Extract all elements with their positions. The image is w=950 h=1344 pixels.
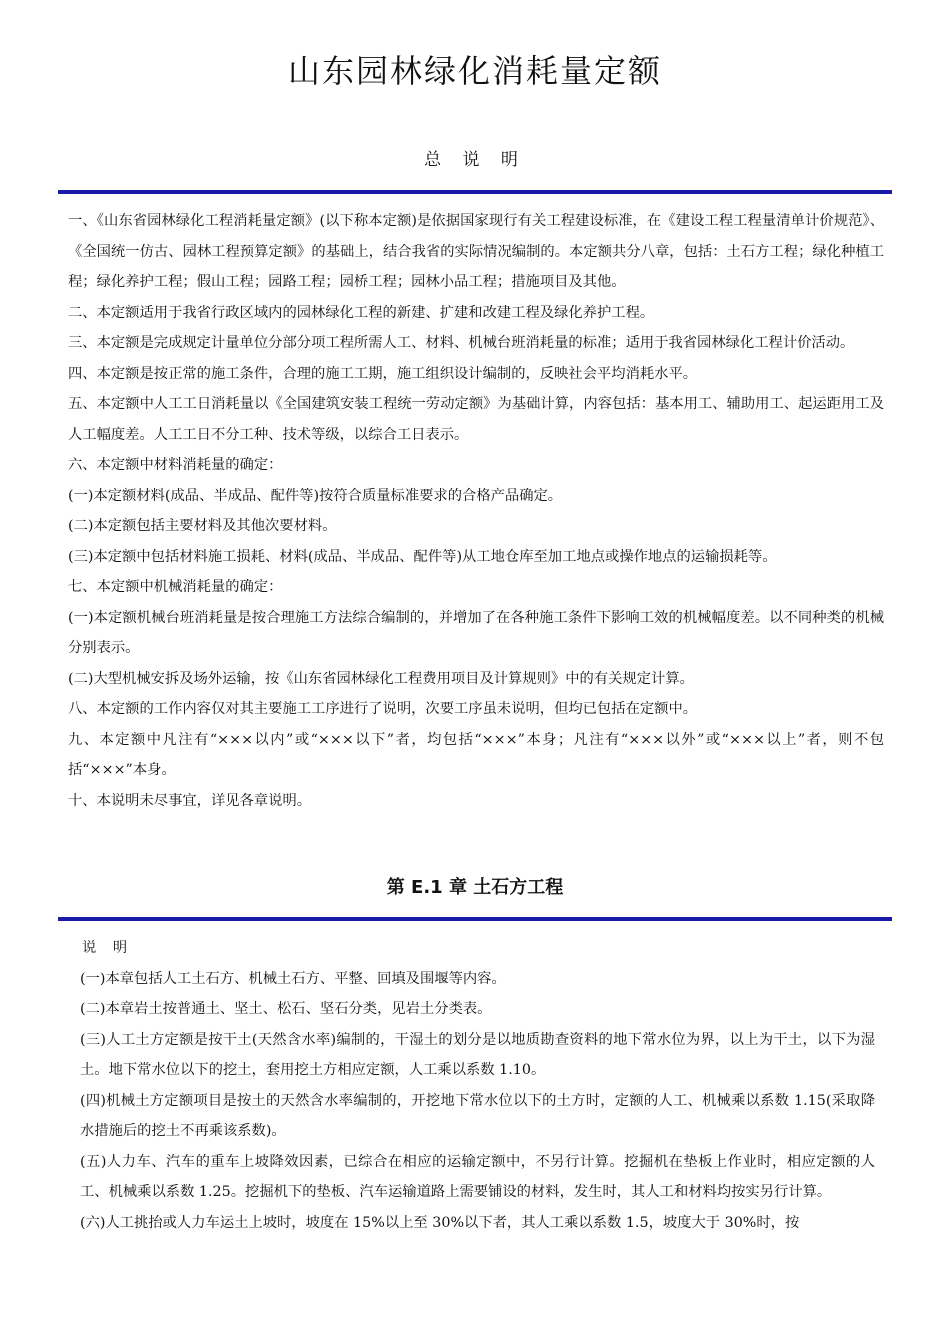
paragraph: 五、本定额中人工工日消耗量以《全国建筑安装工程统一劳动定额》为基础计算，内容包括：基本用工、辅助用工、起运距用工及人工幅度差。人工工日不分工种、技术等级，以综合工日表示。 (68, 396, 884, 443)
paragraph: (二)大型机械安拆及场外运输，按《山东省园林绿化工程费用项目及计算规则》中的有关规定计算。 (68, 670, 694, 687)
paragraph: (二)本定额包括主要材料及其他次要材料。 (68, 518, 337, 534)
general-notes (68, 206, 884, 816)
paragraph: 二、本定额适用于我省行政区域内的园林绿化工程的新建、扩建和改建工程及绿化养护工程。 (68, 304, 655, 321)
section-divider (58, 190, 892, 194)
paragraph: (一)本定额材料(成品、半成品、配件等)按符合质量标准要求的合格产品确定。 (68, 487, 563, 504)
paragraph: 六、本定额中材料消耗量的确定： (68, 457, 283, 473)
paragraph: (二)本章岩土按普通土、坚土、松石、坚石分类，见岩土分类表。 (80, 1001, 492, 1017)
general-heading: 总 说 明 (424, 150, 526, 170)
chapter-divider (58, 917, 892, 921)
paragraph: (一)本定额机械台班消耗量是按合理施工方法综合编制的，并增加了在各种施工条件下影响工效的机械幅度差。以不同种类的机械分别表示。 (68, 609, 884, 656)
paragraph: (六)人工挑抬或人力车运土上坡时，坡度在 15%以上至 30%以下者，其人工乘以系数 1.5，坡度大于 30%时，按 (80, 1214, 800, 1231)
paragraph: 七、本定额中机械消耗量的确定： (68, 579, 283, 595)
paragraph: (五)人力车、汽车的重车上坡降效因素，已综合在相应的运输定额中，不另行计算。挖掘机在垫板上作业时，相应定额的人工、机械乘以系数 1.25。挖掘机下的垫板、汽车运输道路上需要铺设的材料，发生时，其人工和材料均按实另行计算。 (80, 1153, 875, 1200)
chapter-heading: 第 E.1 章 土石方工程 (386, 877, 564, 898)
paragraph: (三)本定额中包括材料施工损耗、材料(成品、半成品、配件等)从工地仓库至加工地点或操作地点的运输损耗等。 (68, 548, 777, 565)
chapter-notes (80, 933, 875, 1238)
paragraph: 九、本定额中凡注有“×××以内”或“×××以下”者，均包括“×××”本身；凡注有“×××以外”或“×××以上”者，则不包括“×××”本身。 (68, 731, 884, 778)
paragraph: (四)机械土方定额项目是按土的天然含水率编制的，开挖地下常水位以下的土方时，定额的人工、机械乘以系数 1.15(采取降水措施后的挖土不再乘该系数)。 (80, 1092, 875, 1139)
paragraph: 八、本定额的工作内容仅对其主要施工工序进行了说明，次要工序虽未说明，但均已包括在定额中。 (68, 701, 698, 717)
paragraph: 十、本说明未尽事宜，详见各章说明。 (68, 792, 312, 809)
paragraph: 一、《山东省园林绿化工程消耗量定额》(以下称本定额)是依据国家现行有关工程建设标准，在《建设工程工程量清单计价规范》、《全国统一仿古、园林工程预算定额》的基础上，结合我省的实际情况编制的。本定额共分八章，包括：土石方工程；绿化种植工程；绿化养护工程；假山工程；园路工程；园桥工程；园林小品工程；措施项目及其他。 (68, 213, 884, 290)
document-title: 山东园林绿化消耗量定额 (287, 52, 662, 90)
paragraph: (一)本章包括人工土石方、机械土石方、平整、回填及围堰等内容。 (80, 970, 506, 987)
paragraph: 四、本定额是按正常的施工条件，合理的施工工期，施工组织设计编制的，反映社会平均消耗水平。 (68, 365, 698, 382)
paragraph: 三、本定额是完成规定计量单位分部分项工程所需人工、材料、机械台班消耗量的标准；适用于我省园林绿化工程计价活动。 (68, 335, 855, 351)
paragraph: (三)人工土方定额是按干土(天然含水率)编制的，干湿土的划分是以地质勘查资料的地下常水位为界，以上为干土，以下为湿土。地下常水位以下的挖土，套用挖土方相应定额，人工乘以系数 1.10。 (80, 1031, 875, 1078)
chapter-note-label: 说 明 (82, 940, 134, 956)
